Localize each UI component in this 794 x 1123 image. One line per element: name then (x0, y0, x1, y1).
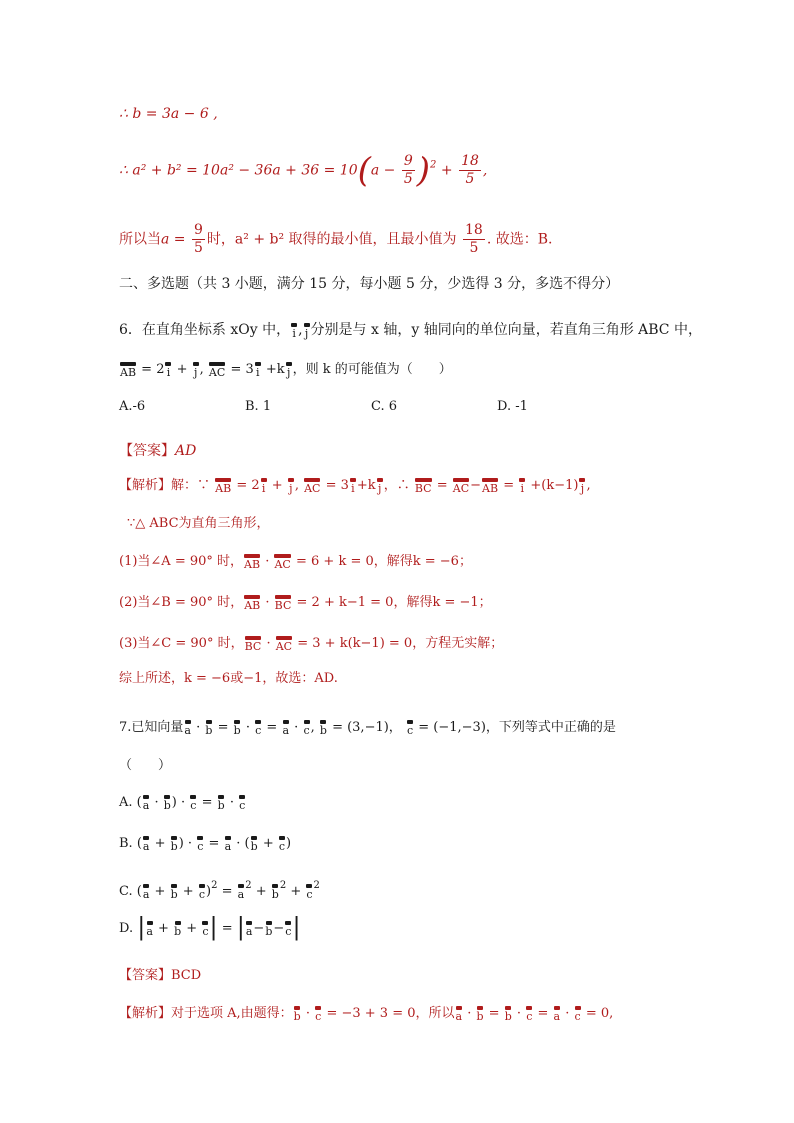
text: = (503, 478, 515, 493)
text: ，则 k 的可能值为（ ） (292, 362, 452, 377)
vector-i: i (291, 323, 297, 339)
text-line-conclusion (119, 222, 552, 257)
vector-AB: AB (244, 595, 260, 611)
question-7-option-d (119, 913, 301, 941)
option-label: B. (119, 836, 133, 851)
text: 对于选项 A,由题得： (171, 1006, 293, 1021)
vector-a: a (146, 921, 153, 937)
vector-b: b (171, 884, 178, 900)
text: · (565, 1006, 570, 1021)
text: + (154, 884, 166, 899)
vector-i: i (261, 478, 267, 494)
text: − (273, 921, 285, 936)
text: = 2 (236, 478, 260, 493)
option-b: B. 1 (245, 399, 272, 414)
vector-c: c (239, 795, 245, 811)
text: 6．在直角坐标系 xOy 中， (119, 322, 291, 338)
vector-AB: AB (215, 478, 231, 494)
vector-b: b (320, 720, 327, 736)
text: = 3 (325, 478, 349, 493)
vector-a: a (143, 795, 150, 811)
vector-b: b (265, 921, 272, 937)
question-6-analysis-1: 【解析】解：∵ AB = 2 i + j , AC = 3 i +k j ，∴ BC = AC−AB = i +(k−1) j , (119, 478, 591, 495)
option-d: D. -1 (497, 399, 528, 414)
text: = (221, 884, 233, 899)
vector-a: a (456, 1006, 463, 1022)
answer-label: 【答案】 (119, 443, 175, 459)
question-6-summary (119, 669, 338, 689)
text: = (488, 1006, 500, 1021)
vector-i: i (350, 478, 356, 494)
text: = (537, 1006, 549, 1021)
equation-text: , (482, 162, 488, 179)
text: = (3,−1)， (332, 720, 402, 735)
vector-c: c (306, 884, 312, 900)
text: + (182, 884, 194, 899)
text-line-b-eq (119, 104, 218, 124)
paren: ) (206, 884, 212, 899)
text: (1)当∠A = 90° 时， (119, 554, 244, 569)
text: − (253, 921, 265, 936)
text: = 3 + k(k−1) = 0，方程无实解； (297, 636, 504, 651)
text: (2)当∠B = 90° 时， (119, 595, 244, 610)
vector-a: a (225, 836, 232, 852)
text: · (265, 595, 270, 610)
text: = 2 (141, 362, 165, 377)
question-7-answer (119, 966, 201, 986)
question-6-case-3 (119, 634, 503, 654)
question-7-paren (119, 756, 171, 776)
equation-text: ∴ b = 3a − 6 , (119, 106, 218, 122)
text: + (158, 921, 169, 936)
answer-value: AD (175, 443, 197, 459)
vector-b: b (505, 1006, 512, 1022)
vector-a: a (143, 836, 150, 852)
superscript: 2 (313, 880, 320, 891)
equation-text: + (440, 162, 453, 179)
question-6-answer (119, 441, 196, 461)
text: a = (161, 231, 186, 248)
paren: ) (286, 836, 292, 851)
text: . 故选：B. (486, 231, 553, 248)
text: 7.已知向量 (119, 720, 184, 735)
vector-BC: BC (275, 595, 292, 611)
analysis-label: 【解析】 (119, 1006, 172, 1021)
text: + (271, 478, 283, 493)
vector-c: c (197, 836, 203, 852)
paren: ) (416, 150, 431, 191)
vector-AB: AB (244, 554, 260, 570)
text: 分别是与 x 轴，y 轴同向的单位向量，若直角三角形 ABC 中， (310, 322, 702, 338)
paren: ( (244, 836, 250, 851)
vector-i: i (165, 362, 171, 378)
text: · (467, 1006, 472, 1021)
vector-c: c (285, 921, 291, 937)
section-heading (119, 274, 619, 294)
text: = −3 + 3 = 0，所以 (326, 1006, 455, 1021)
superscript: 2 (279, 880, 287, 891)
vector-b: b (174, 921, 181, 937)
vector-c: c (315, 1006, 321, 1022)
text-line-sum-squares (119, 150, 488, 191)
superscript: 2 (211, 880, 218, 891)
vector-b: b (251, 836, 258, 852)
vector-j: j (288, 478, 294, 494)
option-c: C. 6 (371, 399, 398, 414)
vector-j: j (193, 362, 199, 378)
text: = (217, 720, 229, 735)
text: · (305, 1006, 310, 1021)
vector-b: b (218, 795, 225, 811)
question-7-option-a (119, 793, 246, 813)
vector-b: b (164, 795, 171, 811)
text: +k (356, 478, 376, 493)
paren: ( (357, 150, 371, 191)
text: = 3 (230, 362, 254, 377)
text: + (255, 884, 267, 899)
text: + (186, 921, 198, 936)
text: , (586, 478, 591, 493)
vector-AB: AB (482, 478, 498, 494)
option-label: D. (119, 921, 134, 936)
vector-j: j (377, 478, 383, 494)
text: = 2 + k−1 = 0，解得k = −1； (296, 595, 492, 610)
vector-AC: AC (274, 554, 290, 570)
answer-value: BCD (171, 968, 202, 983)
text: 时，a² + b² 取得的最小值，且最小值为 (206, 231, 457, 248)
vector-a: a (282, 720, 289, 736)
vector-c: c (199, 884, 205, 900)
question-7-option-c (119, 876, 320, 902)
heading-text: 二、多选题（共 3 小题，满分 15 分，每小题 5 分，少选得 3 分，多选不得分） (119, 276, 620, 292)
question-6-analysis-2 (127, 514, 270, 534)
vector-AC: AC (209, 362, 225, 378)
vector-c: c (303, 720, 309, 736)
vector-i: i (519, 478, 525, 494)
paren: ) (178, 836, 184, 851)
vector-a: a (184, 720, 191, 736)
text: = 0, (585, 1006, 614, 1021)
text: = (208, 836, 220, 851)
text: · (236, 836, 241, 851)
paren: ) (171, 795, 177, 810)
vector-c: c (255, 720, 261, 736)
text: （ ） (119, 758, 172, 773)
text: = (201, 795, 213, 810)
answer-label: 【答案】 (119, 968, 172, 983)
abs-bar: | (209, 913, 218, 941)
vector-b: b (272, 884, 279, 900)
vector-AC: AC (304, 478, 320, 494)
text: · (266, 636, 271, 651)
vector-b: b (294, 1006, 301, 1022)
vector-BC: BC (415, 478, 432, 494)
text: 所以当 (119, 231, 161, 248)
vector-AB: AB (120, 362, 136, 378)
abs-bar: | (292, 913, 301, 941)
text: · (245, 720, 250, 735)
fraction-18-5: $\frac{18}{5}$ (464, 222, 483, 256)
text: = (−1,−3)，下列等式中正确的是 (418, 720, 616, 735)
vector-a: a (554, 1006, 561, 1022)
option-label: C. (119, 884, 133, 899)
text: +k (265, 362, 285, 377)
text: · (265, 554, 270, 569)
vector-b: b (171, 836, 178, 852)
analysis-label: 【解析】 (119, 478, 172, 493)
question-6-case-2 (119, 593, 492, 613)
text: + (262, 836, 274, 851)
equation-text: ∴ a² + b² = 10a² − 36a + 36 = 10 (119, 162, 358, 179)
option-label: A. (119, 795, 133, 810)
vector-j: j (286, 362, 292, 378)
vector-a: a (143, 884, 150, 900)
vector-c: c (190, 795, 196, 811)
fraction-18-5: $\frac{18}{5}$ (461, 153, 479, 187)
question-7-analysis (119, 1004, 613, 1024)
text: = 6 + k = 0，解得k = −6； (296, 554, 472, 569)
vector-a: a (238, 884, 245, 900)
text: · (154, 795, 159, 810)
text: +(k−1) (530, 478, 579, 493)
text: · (196, 720, 201, 735)
text: = (436, 478, 448, 493)
vector-b: b (205, 720, 212, 736)
vector-a: a (246, 921, 253, 937)
text: · (181, 795, 186, 810)
text: (3)当∠C = 90° 时， (119, 636, 244, 651)
text: = (266, 720, 278, 735)
text: = (221, 921, 233, 936)
vector-c: c (526, 1006, 532, 1022)
question-6-case-1 (119, 552, 472, 572)
vector-j: j (304, 323, 310, 339)
vector-b: b (234, 720, 241, 736)
paren: ( (136, 795, 142, 810)
text: · (294, 720, 299, 735)
vector-c: c (202, 921, 208, 937)
text: ∵△ ABC为直角三角形， (127, 516, 270, 531)
paren: ( (136, 884, 142, 899)
text: · (187, 836, 193, 851)
text: + (290, 884, 302, 899)
text: · (516, 1006, 522, 1021)
abs-bar: | (137, 913, 146, 941)
paren: ( (136, 836, 142, 851)
text: 解：∵ (171, 478, 211, 493)
equation-text: a − (370, 162, 396, 179)
text: − (470, 478, 482, 493)
question-6-options (119, 397, 623, 417)
abs-bar: | (236, 913, 245, 941)
vector-AC: AC (276, 636, 292, 652)
question-7-stem: 7.已知向量a · b = b · c = a · c, b = (3,−1)， c = (−1,−3)，下列等式中正确的是 (119, 720, 616, 737)
question-6-vectors: AB = 2 i + j , AC = 3 i +k j ，则 k 的可能值为（ ） (120, 362, 452, 379)
option-a: A.-6 (119, 399, 146, 414)
vector-BC: BC (245, 636, 262, 652)
vector-b: b (476, 1006, 483, 1022)
superscript: 2 (430, 159, 437, 171)
text: 综上所述，k = −6或−1，故选：AD. (119, 671, 338, 686)
fraction-9-5: $\frac{9}{5}$ (403, 153, 413, 187)
question-6-stem: 6．在直角坐标系 xOy 中， i , j 分别是与 x 轴，y 轴同向的单位向量，若直角三角形 ABC 中， (119, 322, 702, 340)
question-7-option-b (119, 834, 291, 854)
vector-c: c (279, 836, 285, 852)
vector-c: c (575, 1006, 581, 1022)
text: + (154, 836, 166, 851)
superscript: 2 (245, 880, 252, 891)
vector-c: c (407, 720, 413, 736)
text: ，∴ (383, 478, 410, 493)
fraction-9-5: $\frac{9}{5}$ (193, 222, 203, 256)
vector-j: j (579, 478, 585, 494)
vector-AC: AC (453, 478, 469, 494)
text: + (176, 362, 188, 377)
vector-i: i (255, 362, 261, 378)
text: · (229, 795, 234, 810)
